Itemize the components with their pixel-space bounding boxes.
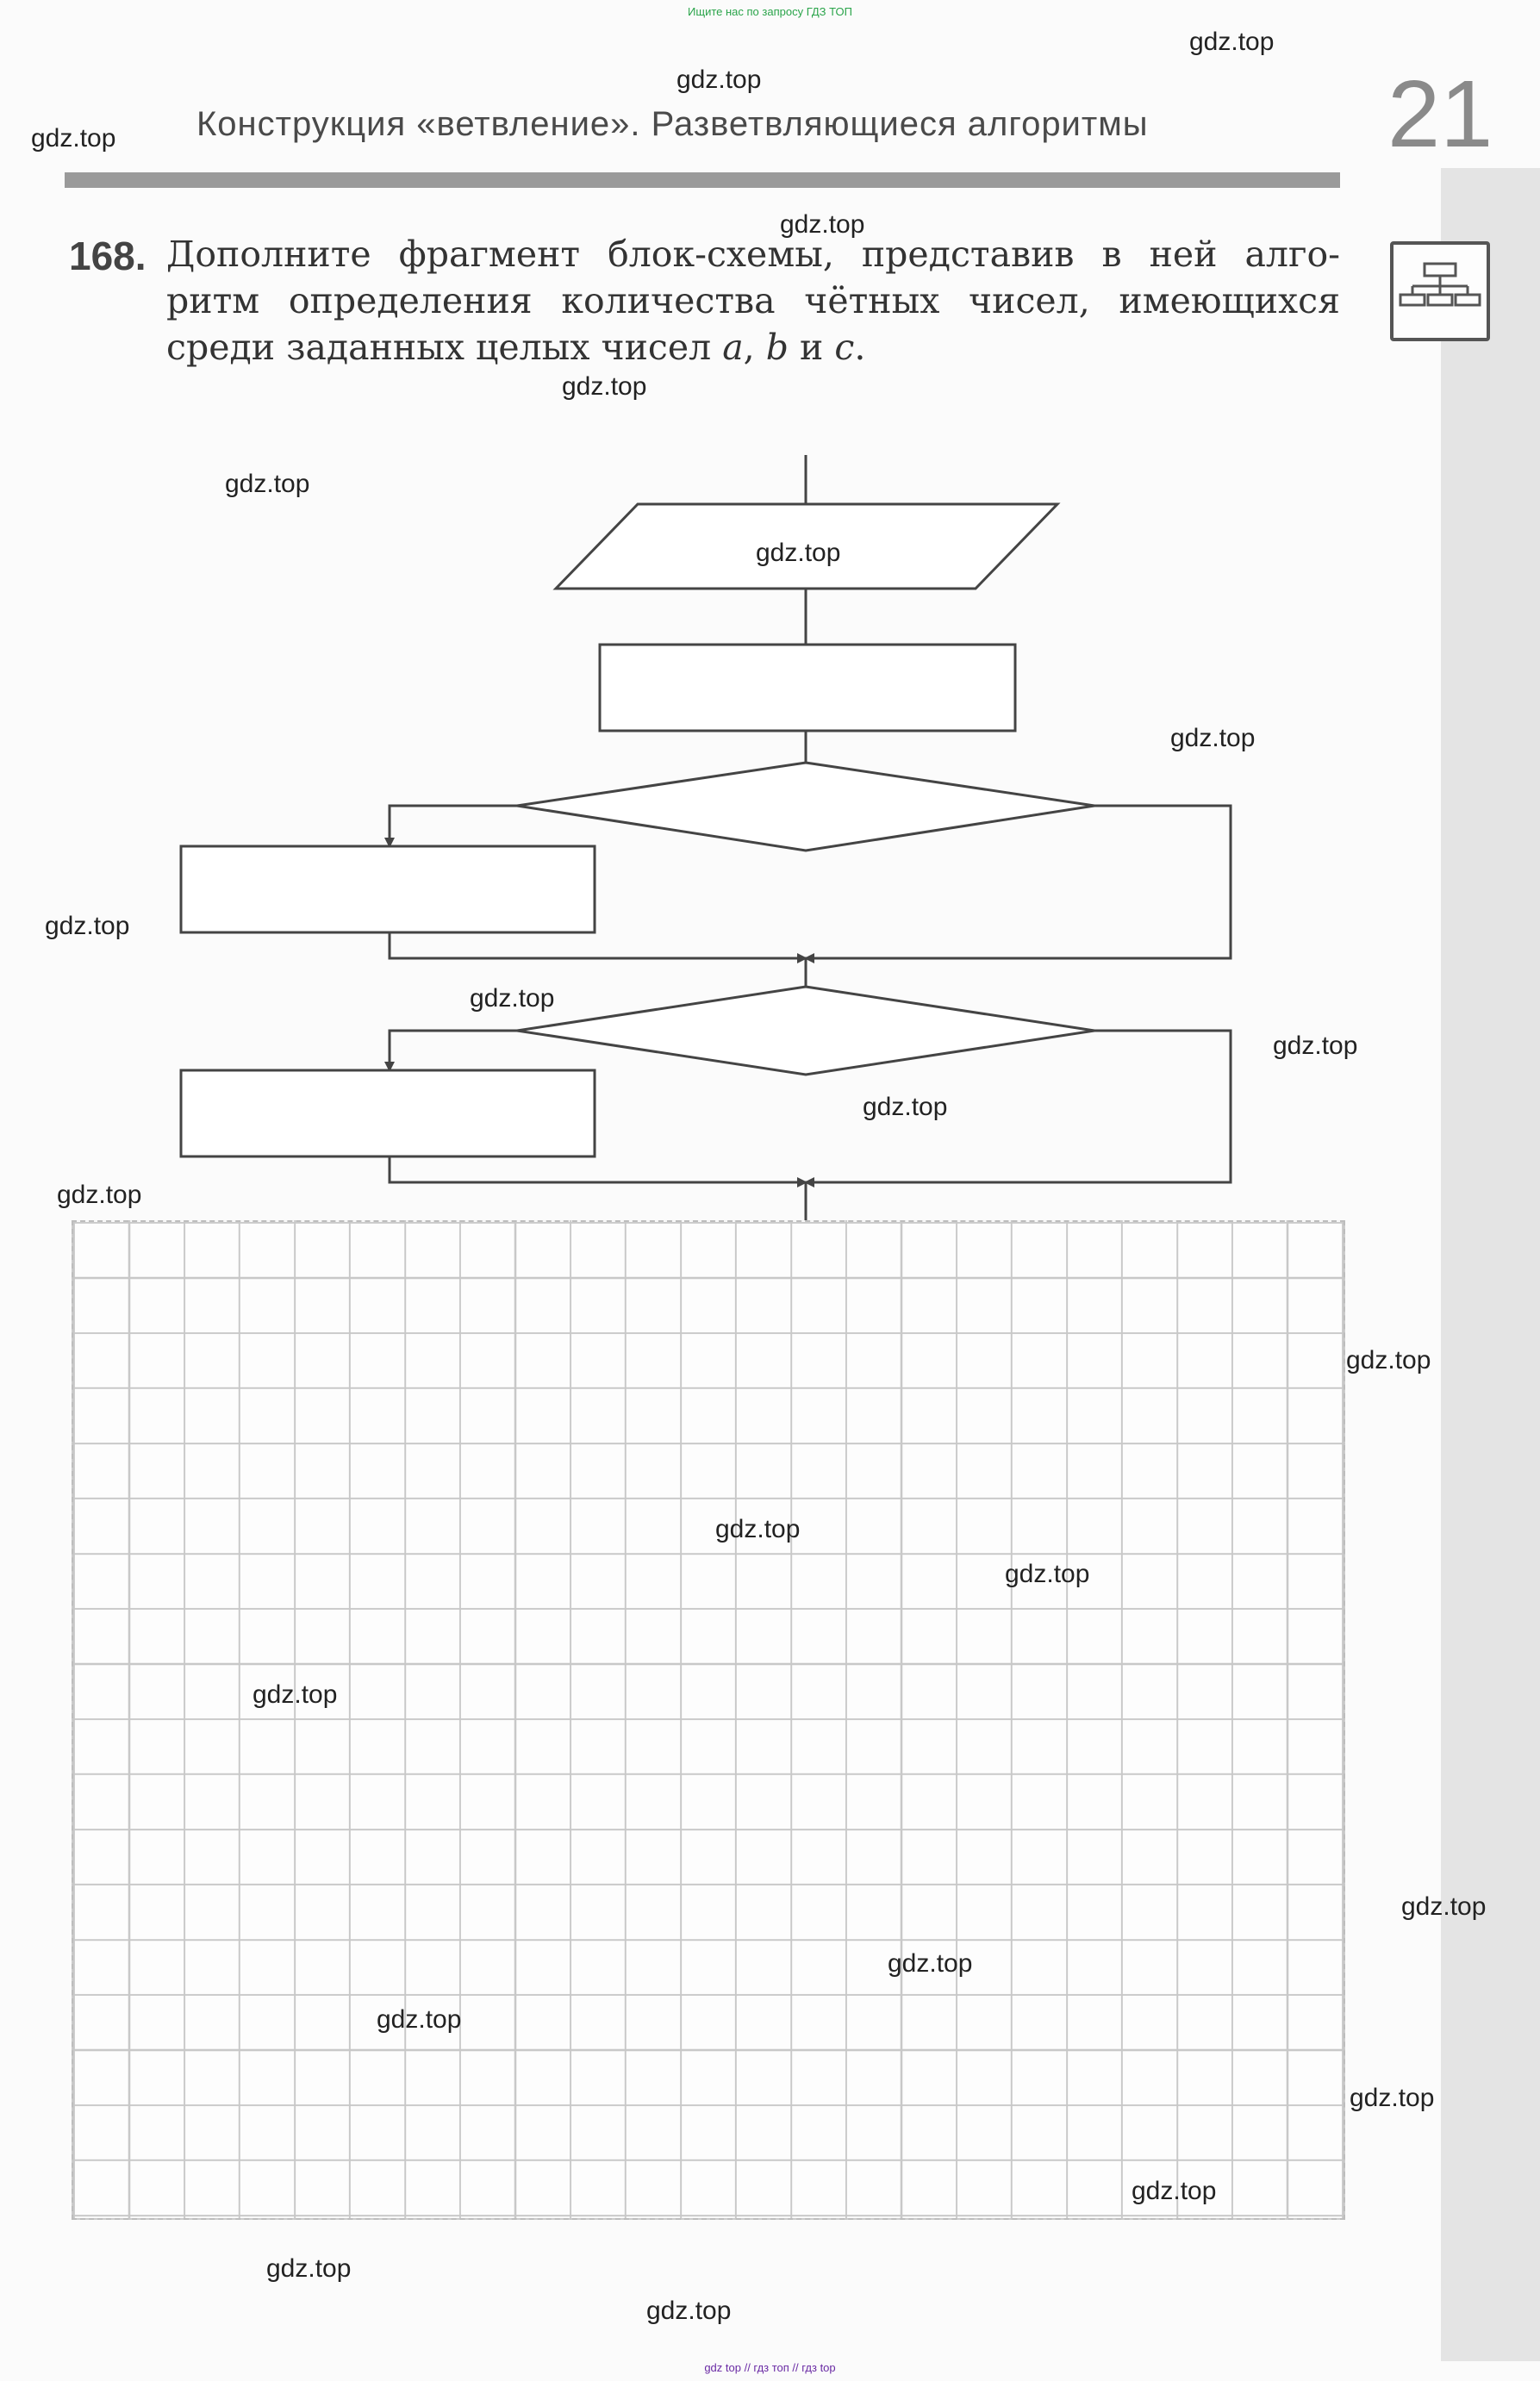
bottom-notice-link[interactable]: gdz top // гдз топ // гдз top (704, 2361, 836, 2374)
watermark-link[interactable]: gdz.top (756, 539, 841, 567)
task-text-prefix: среди заданных целых чисел (166, 327, 723, 368)
watermark-link[interactable]: gdz.top (1350, 2084, 1435, 2112)
variable-b: b (765, 327, 789, 368)
watermark-link[interactable]: gdz.top (676, 65, 762, 94)
watermark-link[interactable]: gdz.top (715, 1515, 801, 1543)
watermark-link[interactable]: gdz.top (57, 1181, 142, 1209)
and-word: и (789, 327, 835, 368)
watermark-link[interactable]: gdz.top (1132, 2177, 1217, 2205)
action-block-1[interactable] (181, 846, 595, 932)
variable-a: a (722, 327, 744, 368)
watermark-link[interactable]: gdz.top (45, 912, 130, 940)
flow-line-action-2-merge (390, 1156, 806, 1182)
page-number: 21 (1387, 61, 1493, 167)
process-block[interactable] (600, 645, 1015, 731)
sentence-period: . (854, 327, 866, 368)
action-block-2[interactable] (181, 1070, 595, 1156)
watermark-link[interactable]: gdz.top (1401, 1892, 1487, 1921)
watermark-link[interactable]: gdz.top (1346, 1346, 1431, 1374)
watermark-link[interactable]: gdz.top (1170, 724, 1256, 752)
watermark-link[interactable]: gdz.top (470, 984, 555, 1013)
watermark-link[interactable]: gdz.top (1005, 1560, 1090, 1588)
watermark-link[interactable]: gdz.top (888, 1949, 973, 1978)
task-text-line-2: ритм определения количества чётных чисел, имеющихся (166, 280, 1340, 321)
watermark-link[interactable]: gdz.top (863, 1093, 948, 1121)
watermark-link[interactable]: gdz.top (31, 124, 116, 153)
watermark-link[interactable]: gdz.top (225, 470, 310, 498)
watermark-link[interactable]: gdz.top (377, 2005, 462, 2034)
watermark-link[interactable]: gdz.top (780, 210, 865, 239)
decision-block-2[interactable] (517, 987, 1094, 1075)
flow-line-decision-2-yes (390, 1031, 517, 1070)
watermark-link[interactable]: gdz.top (1273, 1032, 1358, 1060)
watermark-link[interactable]: gdz.top (646, 2297, 732, 2325)
comma-separator: , (743, 327, 766, 368)
flow-line-decision-1-yes (390, 806, 517, 846)
task-number: 168. (69, 234, 147, 278)
variable-c: c (834, 327, 855, 368)
watermark-link[interactable]: gdz.top (266, 2254, 352, 2283)
answer-grid[interactable] (72, 1220, 1345, 2220)
page-header-title: Конструкция «ветвление». Разветвляющиеся алгоритмы (196, 105, 1149, 143)
watermark-link[interactable]: gdz.top (253, 1680, 338, 1709)
watermark-link[interactable]: gdz.top (1189, 28, 1275, 56)
flow-line-action-1-merge (390, 932, 806, 958)
watermark-link[interactable]: gdz.top (562, 372, 647, 401)
top-notice-link[interactable]: Ищите нас по запросу ГДЗ ТОП (688, 5, 852, 18)
decision-block-1[interactable] (517, 763, 1094, 851)
task-text-line-1: Дополните фрагмент блок-схемы, представив в ней алго- (166, 234, 1340, 275)
